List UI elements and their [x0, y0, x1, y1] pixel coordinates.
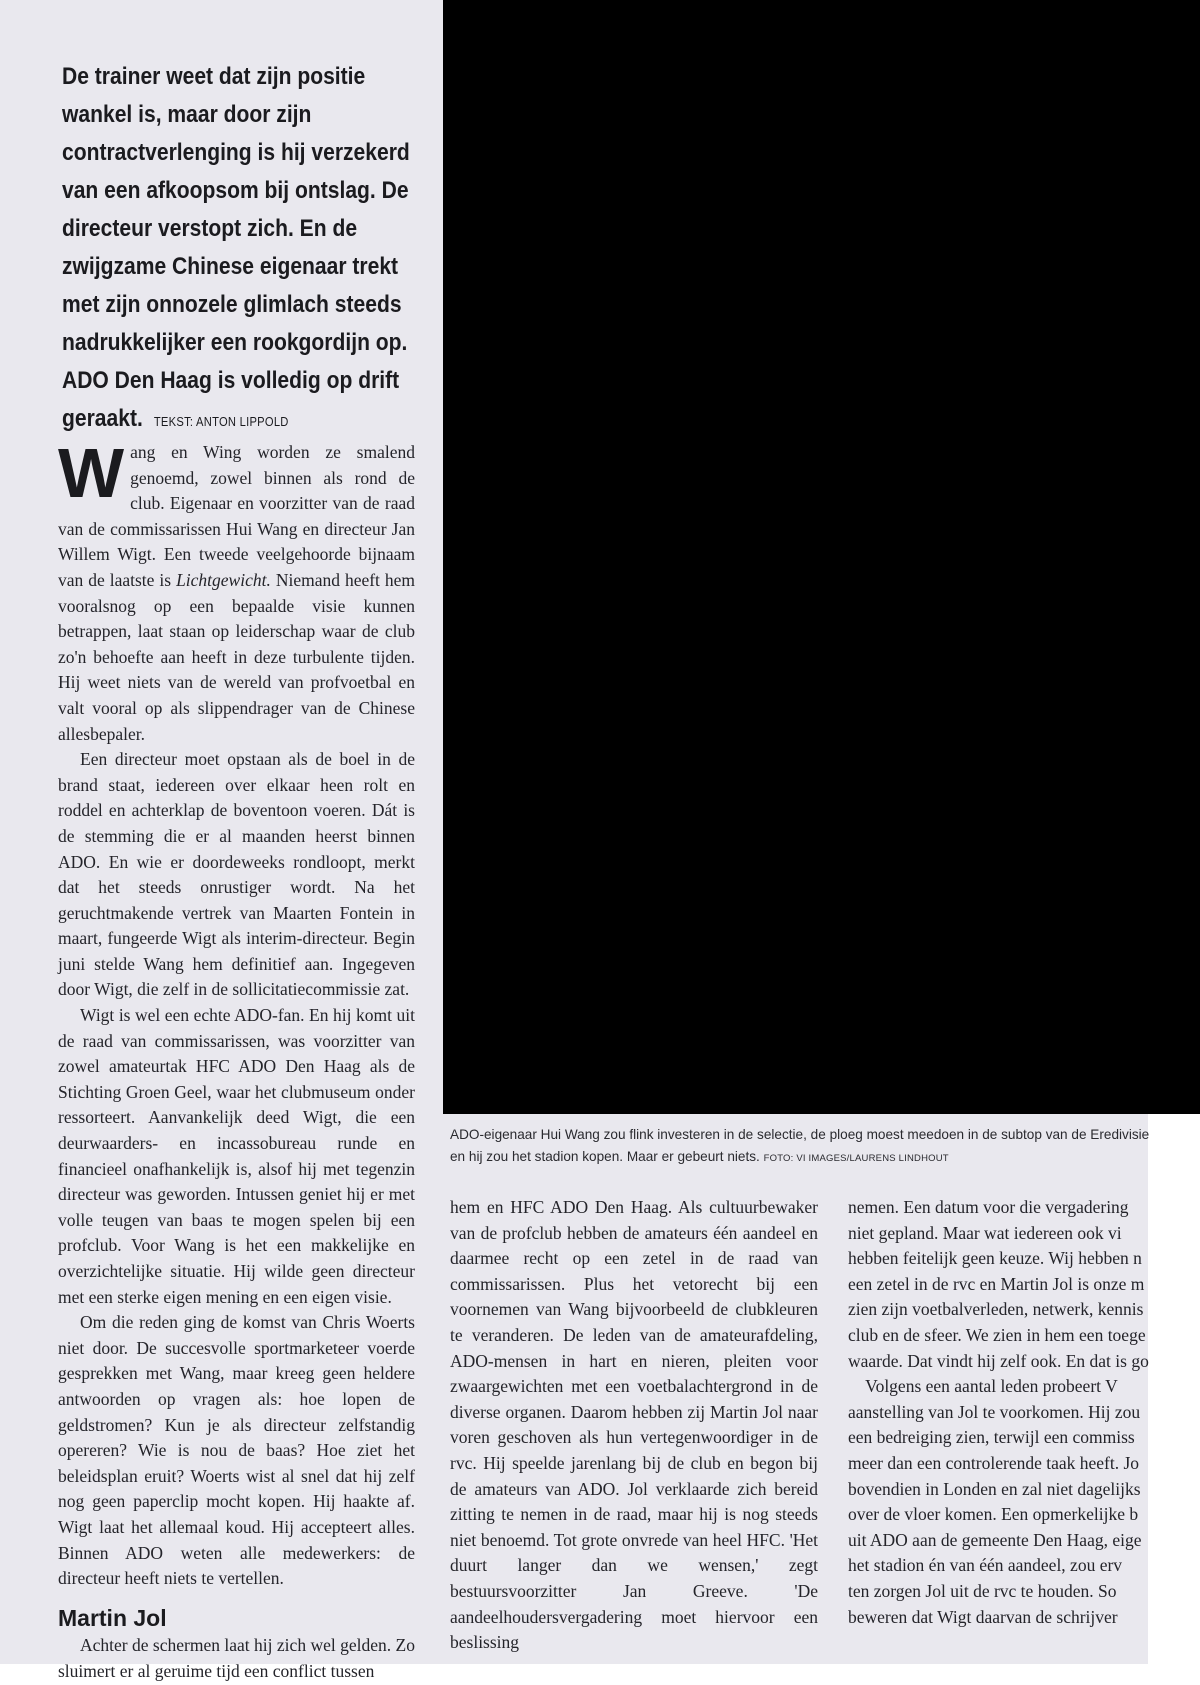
line: niet gepland. Maar wat iedereen ook vi	[848, 1222, 1122, 1243]
column-2-text: hem en HFC ADO Den Haag. Als cultuurbewaker van de profclub hebben de amateurs één aandeel en daarmee recht op een zetel in de raad van commissarissen. Plus het vetorecht bij een voornemen van Wang bijvoorbeeld de clubkleuren te veranderen. De leden van de amateurafdeling, ADO-mensen in hart en nieren, pleiten voor zwaargewichten met een voetbalachtergrond in de diverse organen. Daarom hebben zij Martin Jol naar voren geschoven als hun vertegenwoordiger in de rvc. Hij speelde jarenlang bij de club en begon bij de amateurs van ADO. Jol verklaarde zich bereid zitting te nemen in de raad, maar hij is nog steeds niet benoemd. Tot grote onvrede van heel HFC. 'Het duurt langer dan we wensen,' zegt bestuursvoorzitter Jan Greeve. 'De aandeelhoudersvergadering moet hiervoor een beslissing	[450, 1197, 818, 1653]
article-column-3	[848, 1195, 1153, 1630]
photo-credit: FOTO: VI IMAGES/LAURENS LINDHOUT	[763, 1153, 949, 1164]
paragraph-1-end: Niemand heeft hem vooralsnog op een bepaalde visie kunnen betrappen, laat staan op leiderschap waar de club zo'n behoefte aan heeft in deze turbulente tijden. Hij weet niets van de wereld van profvoetbal en valt vooral op als slippendrager van de Chinese allesbepaler.	[58, 569, 416, 744]
line: nemen. Een datum voor die vergadering	[848, 1197, 1129, 1217]
line: aanstelling van Jol te voorkomen. Hij zou	[848, 1401, 1141, 1422]
drop-cap: W	[58, 434, 125, 512]
line: hebben feitelijk geen keuze. Wij hebben n	[848, 1248, 1142, 1269]
line: beweren dat Wigt daarvan de schrijver	[848, 1606, 1118, 1627]
photo-caption	[450, 1124, 1150, 1170]
byline: TEKST: ANTON LIPPOLD	[153, 414, 289, 429]
line: over de vloer komen. Een opmerkelijke b	[848, 1504, 1139, 1525]
article-intro	[62, 58, 413, 441]
paragraph-2: Een directeur moet opstaan als de boel in de brand staat, iedereen over elkaar heen rolt en roddel en achterklap de boventoon voeren. Dát is de stemming die er al maanden heerst binnen ADO. En wie er doordeweeks rondloopt, merkt dat het steeds onrustiger wordt. Na het geruchtmakende vertrek van Maarten Fontein in maart, fungeerde Wigt als interim-directeur. Begin juni stelde Wang hem definitief aan. Ingegeven door Wigt, die zelf in de sollicitatiecommissie zat.	[58, 749, 415, 1000]
line: zien zijn voetbalverleden, netwerk, kennis	[848, 1299, 1144, 1320]
line: het stadion én van één aandeel, zou erv	[848, 1555, 1123, 1576]
line: bovendien in Londen en zal niet dagelijks	[848, 1478, 1141, 1499]
subheading: Martin Jol	[58, 1604, 167, 1631]
line: uit ADO aan de gemeente Den Haag, eige	[848, 1529, 1142, 1550]
paragraph-4: Om die reden ging de komst van Chris Woerts niet door. De succesvolle sportmarketeer voerde gesprekken met Wang, maar kreeg geen heldere antwoorden op vragen als: hoe lopen de geldstromen? Kun je als directeur zelfstandig opereren? Wie is nou de baas? Hoe ziet het beleidsplan eruit? Woerts wist al snel dat hij zelf nog geen paperclip mocht kopen. Hij haakte af. Wigt laat het allemaal koud. Hij accepteert alles. Binnen ADO weten alle medewerkers: de directeur heeft niets te vertellen.	[58, 1312, 415, 1589]
article-column-1	[58, 434, 416, 1685]
paragraph-1-text: ang en Wing worden ze smalend genoemd, zowel binnen als rond de club. Eigenaar en voorzitter van de raad van de commissarissen Hui Wang en directeur Jan Willem Wigt. Een tweede veelgehoorde bijnaam van de laatste is	[58, 442, 415, 590]
line: club en de sfeer. We zien in hem een toege	[848, 1324, 1146, 1345]
redacted-photo	[443, 0, 1200, 1114]
article-column-2	[450, 1195, 818, 1656]
paragraph-5: Achter de schermen laat hij zich wel gelden. Zo sluimert er al geruime tijd een conflict tussen	[58, 1635, 415, 1681]
caption-text: ADO-eigenaar Hui Wang zou flink investeren in de selectie, de ploeg moest meedoen in de subtop van de Eredivisie en hij zou het stadion kopen. Maar er gebeurt niets.	[450, 1127, 1150, 1164]
line: meer dan een controlerende taak heeft. Jo	[848, 1452, 1140, 1473]
nickname-italic: Lichtgewicht.	[176, 569, 271, 590]
paragraph-3: Wigt is wel een echte ADO-fan. En hij komt uit de raad van commissarissen, was voorzitter van zowel amateurtak HFC ADO Den Haag als de Stichting Groen Geel, waar het clubmuseum onder ressorteert. Aanvankelijk deed Wigt, die een deurwaarders- en incassobureau runde en financieel onafhankelijk is, alsof hij met tegenzin directeur was geworden. Intussen geniet hij er met volle teugen van baas te mogen spelen bij een profclub. Voor Wang is het een makkelijke en overzichtelijke situatie. Hij wilde geen directeur met een sterke eigen mening en een eigen visie.	[58, 1005, 415, 1307]
line: een zetel in de rvc en Martin Jol is onze m	[848, 1273, 1145, 1294]
intro-text: De trainer weet dat zijn positie wankel is, maar door zijn contractverlenging is hij verzekerd van een afkoopsom bij ontslag. De directeur verstopt zich. En de zwijgzame Chinese eigenaar trekt met zijn onnozele glimlach steeds nadrukkelijker een rookgordijn op. ADO Den Haag is volledig op drift geraakt.	[62, 63, 410, 432]
line: waarde. Dat vindt hij zelf ook. En dat is go	[848, 1350, 1149, 1371]
page-edge	[1148, 1114, 1200, 1664]
line: een bedreiging zien, terwijl een commiss	[848, 1427, 1135, 1448]
line: ten zorgen Jol uit de rvc te houden. So	[848, 1580, 1117, 1601]
line: Volgens een aantal leden probeert V	[848, 1376, 1118, 1397]
paragraph-1	[58, 434, 416, 747]
